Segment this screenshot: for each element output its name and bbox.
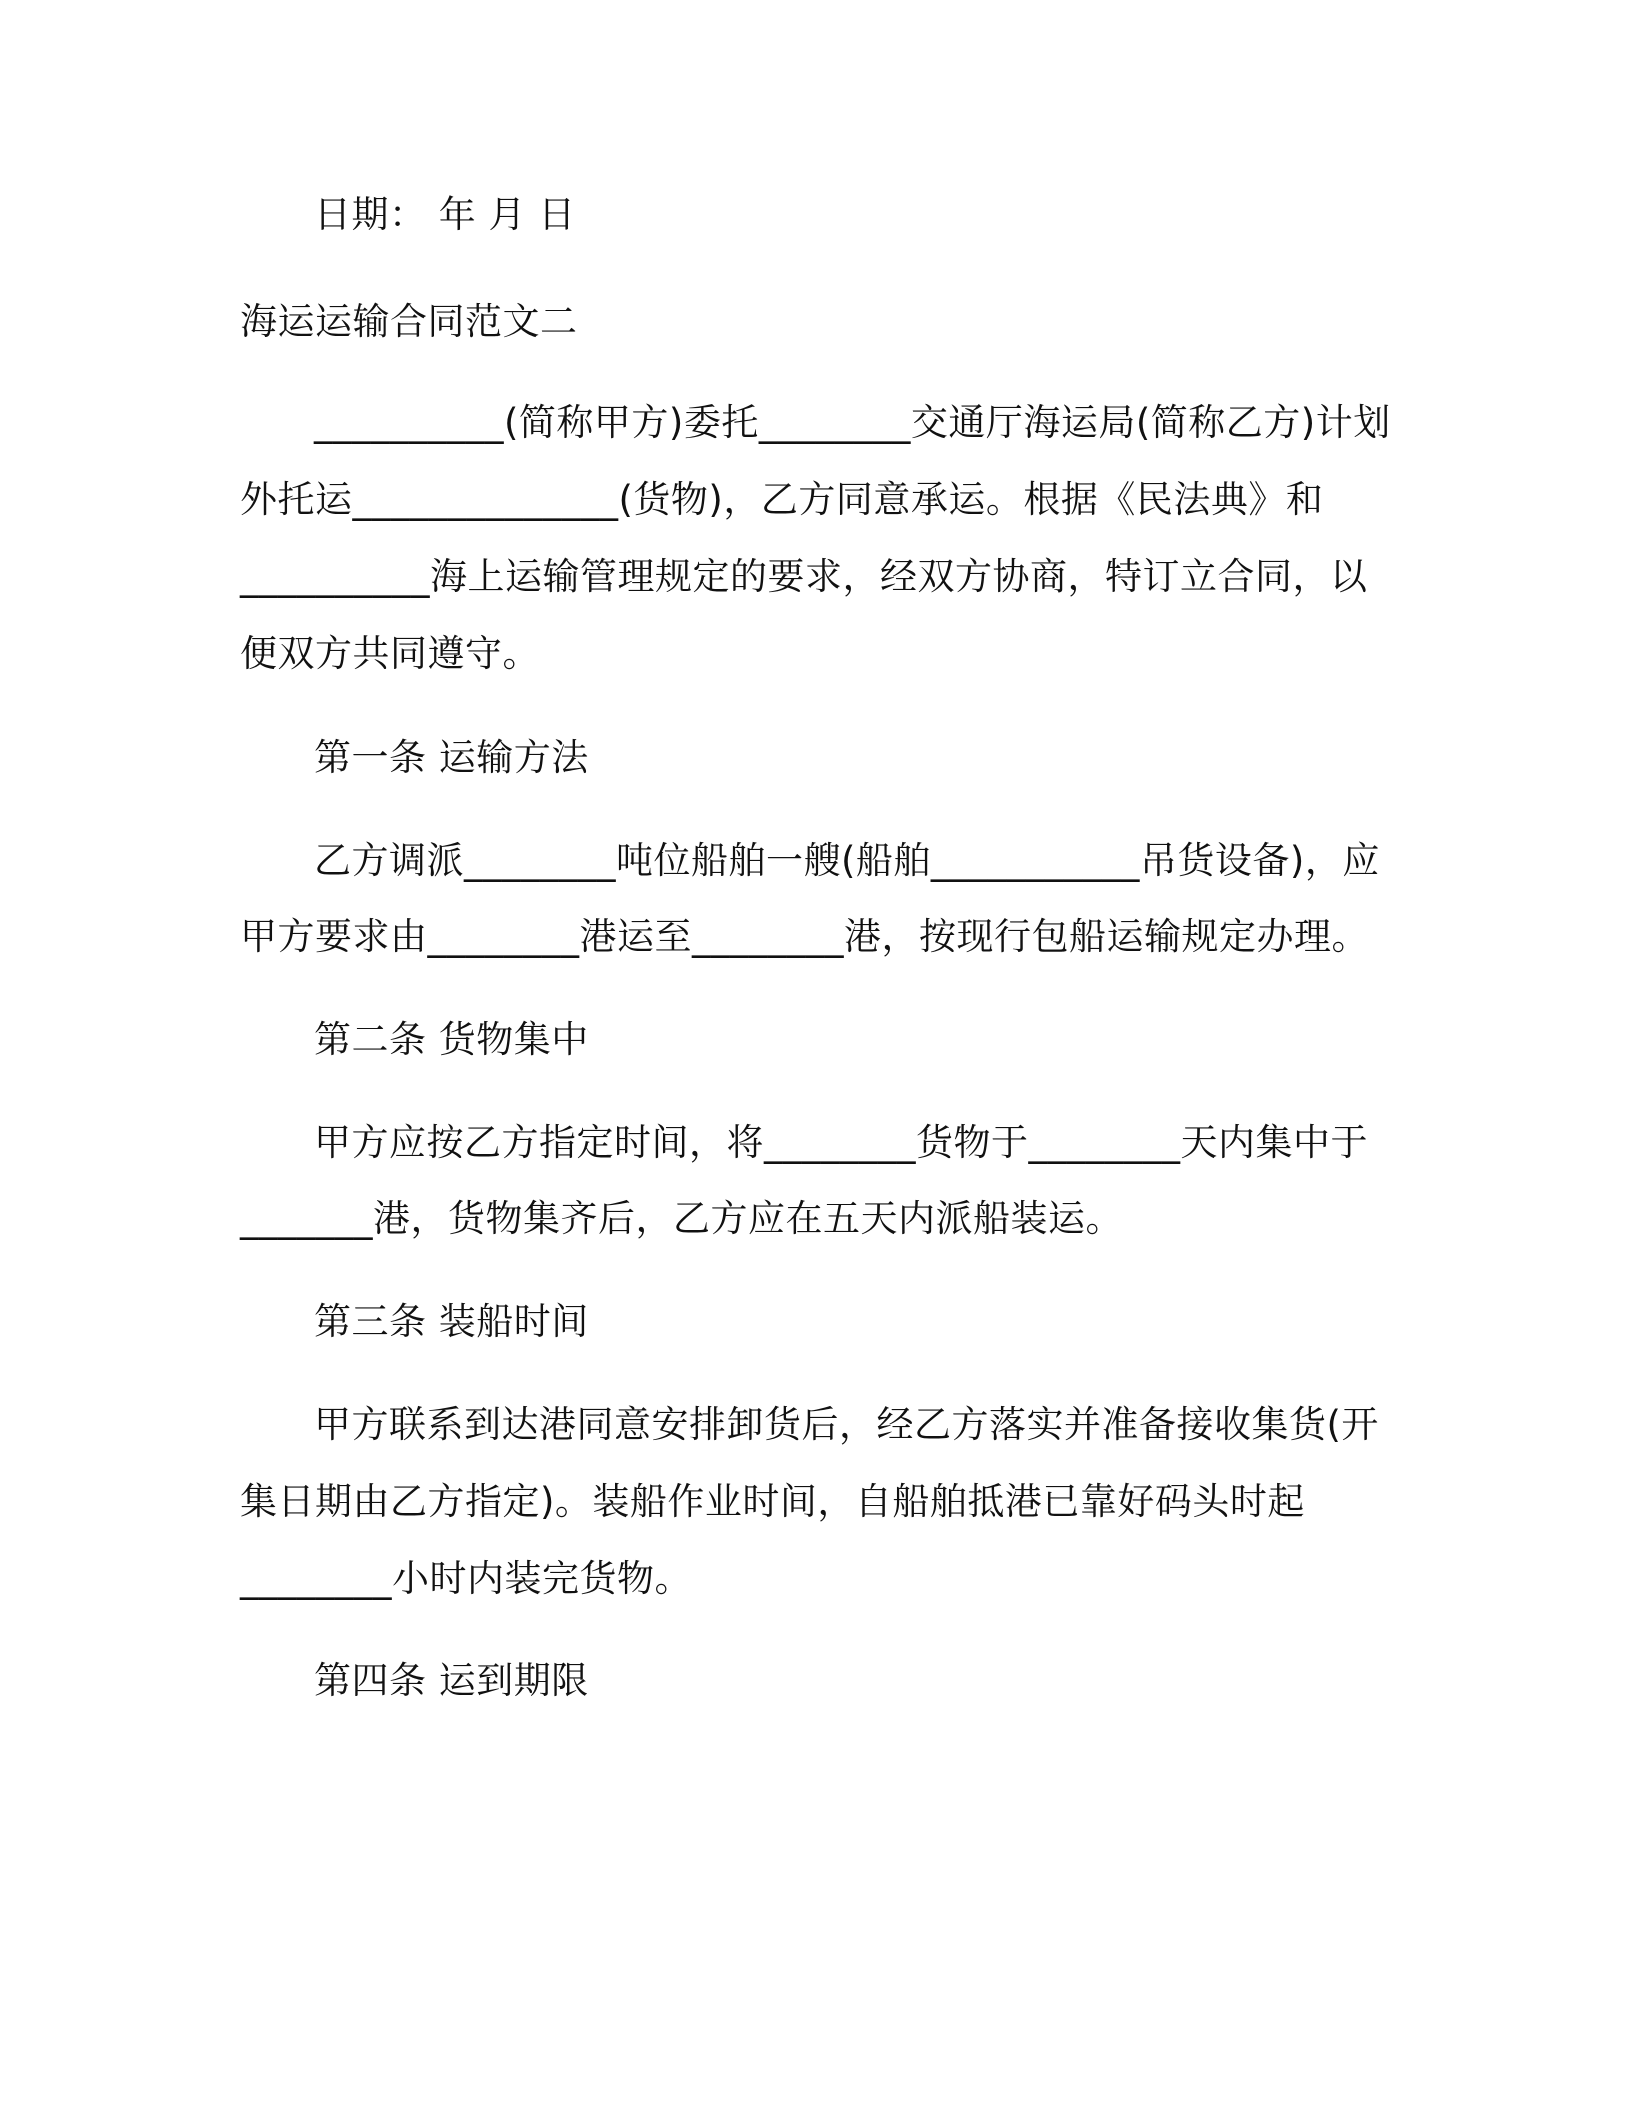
article-1-line-2: 甲方要求由________港运至________港，按现行包船运输规定办理。 — [240, 915, 1369, 958]
article-4-heading: 第四条 运到期限 — [314, 1659, 589, 1702]
article-1-heading: 第一条 运输方法 — [314, 736, 589, 779]
article-3-heading: 第三条 装船时间 — [314, 1300, 589, 1343]
article-1-line-1: 乙方调派________吨位船舶一艘(船舶___________吊货设备)，应 — [314, 839, 1380, 882]
intro-line-2: 外托运______________(货物)，乙方同意承运。根据《民法典》和 — [240, 478, 1324, 521]
article-3-line-1: 甲方联系到达港同意安排卸货后，经乙方落实并准备接收集货(开 — [314, 1403, 1379, 1446]
article-2-line-2: _______港，货物集齐后，乙方应在五天内派船装运。 — [240, 1197, 1123, 1240]
article-2-line-1: 甲方应按乙方指定时间，将________货物于________天内集中于 — [314, 1121, 1368, 1164]
article-3-line-3: ________小时内装完货物。 — [240, 1557, 692, 1600]
intro-line-3: __________海上运输管理规定的要求，经双方协商，特订立合同，以 — [240, 555, 1368, 598]
article-2-heading: 第二条 货物集中 — [314, 1018, 589, 1061]
date-line: 日期： 年 月 日 — [314, 193, 576, 236]
intro-line-4: 便双方共同遵守。 — [240, 632, 540, 675]
article-3-line-2: 集日期由乙方指定)。装船作业时间，自船舶抵港已靠好码头时起 — [240, 1480, 1305, 1523]
intro-line-1: __________(简称甲方)委托________交通厅海运局(简称乙方)计划 — [314, 401, 1391, 444]
document-title: 海运运输合同范文二 — [240, 300, 578, 343]
